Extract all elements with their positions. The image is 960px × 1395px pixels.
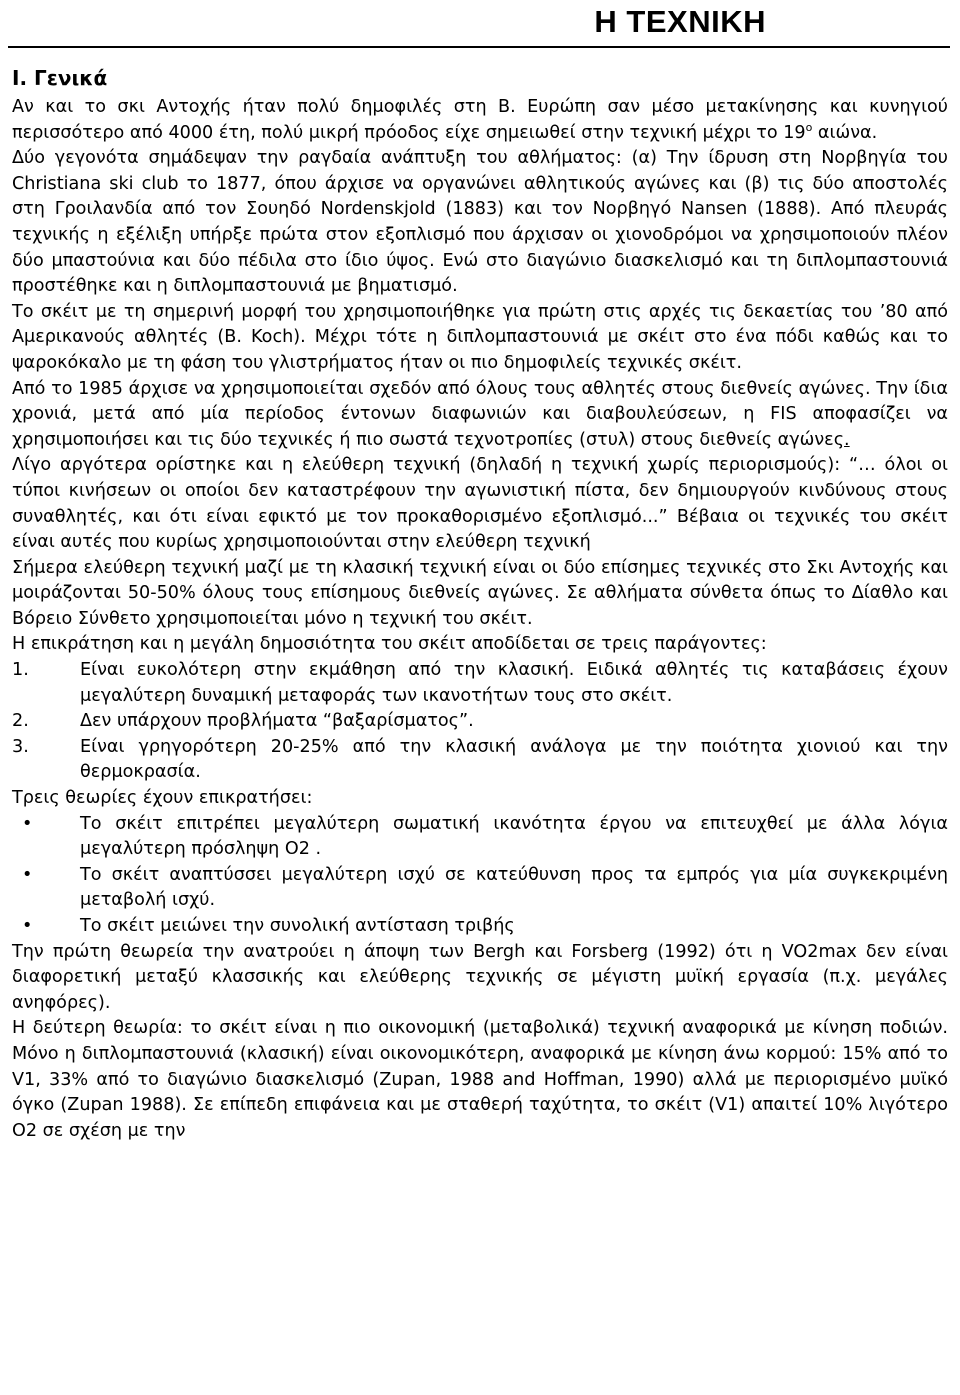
list-item-text: Το σκέιτ αναπτύσσει μεγαλύτερη ισχύ σε κατεύθυνση προς τα εμπρός για μία συγκεκριμένη μεταβολή ισχύ. <box>80 864 948 911</box>
bullet-icon: • <box>22 813 33 834</box>
paragraph-intro-text-a: Αν και το σκι Αντοχής ήταν πολύ δημοφιλές στη Β. Ευρώπη σαν μέσο μετακίνησης και κυνηγιού περισσότερο από 4000 έτη, πολύ μικρή πρόοδος είχε σημειωθεί στην τεχνική μέχρι το 19 <box>12 97 948 143</box>
paragraph-first-theory: Την πρώτη θεωρεία την ανατρούει η άποψη των Bergh και Forsberg (1992) ότι η VO2max δεν είναι διαφορετική μεταξύ κλασσικής και ελεύθερης τεχνικής σε μέγιστη μυϊκή εργασία (π.χ. μεγάλες ανηφόρες). <box>12 941 948 1013</box>
list-item <box>12 735 948 786</box>
list-item <box>12 863 948 914</box>
list-item <box>12 709 948 735</box>
paragraph-today: Σήμερα ελεύθερη τεχνική μαζί με τη κλασική τεχνική είναι οι δύο επίσημες τεχνικές στο Σκι Αντοχής και μοιράζονται 50-50% όλους τους επίσημους διεθνείς αγώνες. Σε αθλήματα σύνθετα όπως το Δίαθλο και Βόρειο Σύνθετο χρησιμοποιείται μόνο η τεχνική του σκέιτ. <box>12 557 948 629</box>
paragraph-intro-text-b: αιώνα. <box>812 122 878 143</box>
superscript-o: ο <box>805 120 813 134</box>
bullet-icon: • <box>22 864 33 885</box>
paragraph-skate-origin: Το σκέιτ με τη σημερινή μορφή του χρησιμοποιήθηκε για πρώτη στις αρχές τις δεκαετίας του ’80 από Αμερικανούς αθλητές (Β. Koch). Μέχρι τότε η διπλομπαστουνιά με σκέιτ στο ένα πόδι καθώς και το ψαροκόκαλο με τη φάση του γλιστρήματος ήταν οι πιο δημοφιλείς τεχνικές σκέιτ. <box>12 301 948 373</box>
header-rule <box>8 0 950 48</box>
list-number: 1. <box>12 660 29 681</box>
list-item <box>12 914 948 940</box>
paragraph-history: Δύο γεγονότα σημάδεψαν την ραγδαία ανάπτυξη του αθλήματος: (α) Την ίδρυση στη Νορβηγία του Christiana ski club το 1877, όπου άρχισε να οργανώνει αθλητικούς αγώνες και (β) τις δύο αποστολές στη Γροιλανδία από τον Σουηδό Nordenskjold (1883) και τον Νορβηγό Nansen (1888). Από πλευράς τεχνικής η εξέλιξη υπήρξε πρώτα στον εξοπλισμό που άρχισαν οι χιονοδρόμοι να χρησιμοποιούν πλέον δύο μπαστούνια και δύο πέδιλα στο ίδιο ύψος. Ενώ στο διαγώνιο διασκελισμό και τη διπλομπαστουνιά προστέθηκε και η διπλομπαστουνιά με βηματισμό. <box>12 148 948 297</box>
paragraph-fis <box>12 377 948 454</box>
paragraph-intro <box>12 95 948 146</box>
paragraph-factors-intro: Η επικράτηση και η μεγάλη δημοσιότητα του σκέιτ αποδίδεται σε τρεις παράγοντες: <box>12 634 767 655</box>
list-item-text: Είναι ευκολότερη στην εκμάθηση από την κλασική. Ειδικά αθλητές τις καταβάσεις έχουν μεγαλύτερη δυναμική μεταφοράς των ικανοτήτων τους στο σκέιτ. <box>80 660 948 706</box>
paragraph-theories-intro: Τρεις θεωρίες έχουν επικρατήσει: <box>12 788 313 809</box>
paragraph-fis-text: Από το 1985 άρχισε να χρησιμοποιείται σχεδόν από όλους τους αθλητές στους διεθνείς αγώνες. Την ίδια χρονιά, μετά από μία περίοδος έντονων διαφωνιών και διαβουλεύσεων, η FIS αποφασίζει να χρησιμοποιήσει και τις δύο τεχνικές ή πιο σωστά τεχνοτροπίες (στυλ) στους διεθνείς αγώνες <box>12 378 948 450</box>
list-item <box>12 658 948 709</box>
reasons-list <box>12 658 948 786</box>
list-item-text: Το σκέιτ επιτρέπει μεγαλύτερη σωματική ικανότητα έργου να επιτευχθεί με άλλα λόγια μεγαλύτερη πρόσληψη Ο2 . <box>80 813 948 860</box>
list-item-text: Είναι γρηγορότερη 20-25% από την κλασική ανάλογα με την ποιότητα χιονιού και την θερμοκρασία. <box>80 736 948 783</box>
paragraph-fis-period: . <box>844 429 850 450</box>
paragraph-free-technique: Λίγο αργότερα ορίστηκε και η ελεύθερη τεχνική (δηλαδή η τεχνική χωρίς περιορισμούς): “… όλοι οι τύποι κινήσεων οι οποίοι δεν καταστρέφουν την αγωνιστική πίστα, δεν δημιουργούν κινδύνους στους συναθλητές, και ότι είναι εφικτό με τον προκαθορισμένο εξοπλισμό...” Βέβαια οι τεχνικές του σκέιτ είναι αυτές που κυρίως χρησιμοποιούνται στην ελεύθερη τεχνική <box>12 455 948 553</box>
bullet-icon: • <box>22 916 33 936</box>
list-item <box>12 812 948 863</box>
list-number: 2. <box>12 711 29 732</box>
list-number: 3. <box>12 736 29 757</box>
list-item-text: Το σκέιτ μειώνει την συνολική αντίσταση τριβής <box>80 916 515 936</box>
section-heading: Ι. Γενικά <box>12 66 108 90</box>
paragraph-second-theory: Η δεύτερη θεωρία: το σκέιτ είναι η πιο οικονομική (μεταβολικά) τεχνική αναφορικά με κίνηση ποδιών. Μόνο η διπλομπαστουνιά (κλασική) είναι οικονομικότερη, αναφορικά με κίνηση άνω κορμού: 15% από το V1, 33% από το διαγώνιο διασκελισμό (Zupan, 1988 and Hoffman, 1990) αλλά με περιορισμένο μυϊκό όγκο (Zupan 1988). Σε επίπεδη επιφάνεια και με σταθερή ταχύτητα, το σκέιτ (V1) απαιτεί 10% λιγότερο Ο2 σε σχέση με την <box>12 1018 948 1141</box>
page-title: Η ΤΕΧΝΙΚΗ <box>594 4 766 39</box>
list-item-text: Δεν υπάρχουν προβλήματα “βαξαρίσματος”. <box>80 711 474 732</box>
theories-list <box>12 812 948 940</box>
document-body <box>12 95 948 1144</box>
